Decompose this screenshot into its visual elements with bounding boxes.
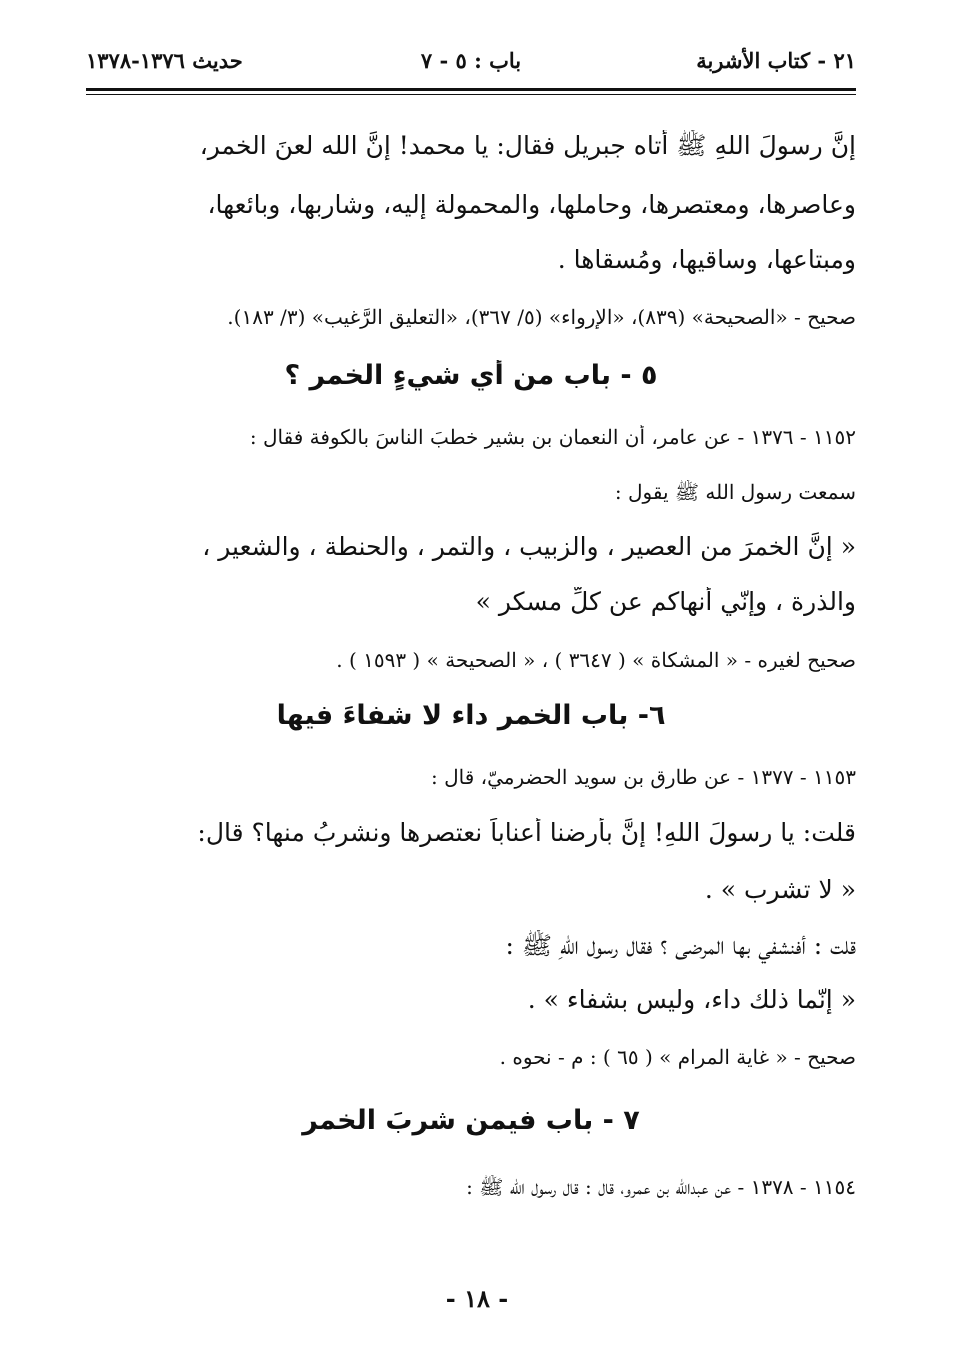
section-heading: ٦- باب الخمر داء لا شفاءَ فيها xyxy=(276,700,666,731)
text-line: قلت: يا رسولَ اللهِ! إنَّ بأرضنا أعناباً نعتصرها ونشربُ منها؟ قال: xyxy=(197,818,856,847)
header-rule-thin xyxy=(86,94,856,95)
chapter-title: ٢١ - كتاب الأشربة xyxy=(696,48,856,73)
text-line: وعاصرها، ومعتصرها، وحاملها، والمحمولة إليه، وشاربها، وبائعها، xyxy=(207,190,856,219)
text-line: ومبتاعها، وساقيها، ومُسقاها . xyxy=(557,245,856,274)
citation-line: صحيح - «الصحيحة» (٨٣٩)، «الإرواء» (٥/ ٣٦٧)، «التعليق الرَّغيب» (٣/ ١٨٣). xyxy=(227,305,856,329)
page-header xyxy=(86,48,856,88)
citation-line: صحيح لغيره - « المشكاة » ( ٣٦٤٧ ) ، « الصحيحة » ( ١٥٩٣ ) . xyxy=(336,648,856,672)
section-heading: ٧ - باب فيمن شربَ الخمر xyxy=(302,1105,640,1136)
citation-line: صحيح - « غاية المرام » ( ٦٥ ) : م - نحوه . xyxy=(499,1045,856,1069)
text-line: « إنَّ الخمرَ من العصير ، والزبيب ، والتمر ، والحنطة ، والشعير ، xyxy=(202,532,856,561)
citation-line: سمعت رسول الله ﷺ يقول : xyxy=(614,480,856,504)
chapters-range: باب : ٥ - ٧ xyxy=(420,48,522,73)
hadith-range: حديث ١٣٧٦-١٣٧٨ xyxy=(86,48,243,73)
text-line: « إنّما ذلك داء، وليس بشفاء » . xyxy=(527,985,856,1014)
section-heading: ٥ - باب من أي شيءٍ الخمر ؟ xyxy=(284,360,658,391)
page-number: - ١٨ - xyxy=(445,1284,509,1313)
text-line: والذرة ، وإنّي أنهاكم عن كلِّ مسكر » xyxy=(475,587,856,616)
text-line: قلت : أفنشفي بها المرضى ؟ فقال رسول اللهِ ﷺ : xyxy=(505,931,856,960)
citation-line: ١١٥٤ - ١٣٧٨ - عن عبدالله بن عمرو، قال : قال رسول الله ﷺ : xyxy=(466,1175,856,1199)
citation-line: ١١٥٣ - ١٣٧٧ - عن طارق بن سويد الحضرميّ، قال : xyxy=(430,765,856,789)
citation-line: ١١٥٢ - ١٣٧٦ - عن عامرٍ، أن النعمان بن بشير خطبَ الناسَ بالكوفة فقال : xyxy=(249,425,856,449)
text-line: إنَّ رسولَ اللهِ ﷺ أتاه جبريل فقال: يا محمد! إنَّ الله لعنَ الخمر، xyxy=(199,131,856,160)
text-line: « لا تشرب » . xyxy=(704,875,856,904)
header-rule-thick xyxy=(86,88,856,91)
